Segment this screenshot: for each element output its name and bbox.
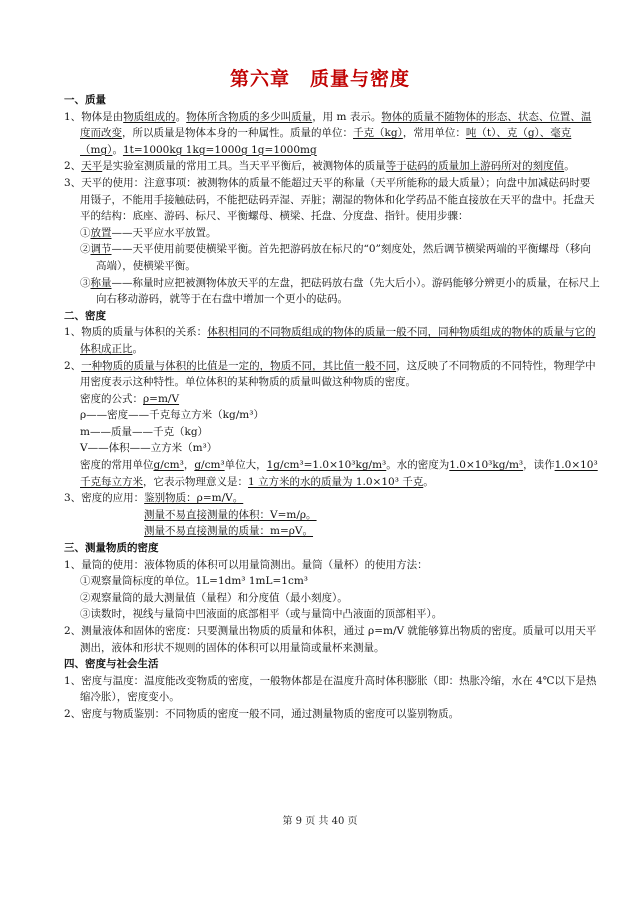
density-application: 3、密度的应用：鉴别物质：ρ=m/V。	[64, 492, 244, 505]
society-paragraph-1: 1、密度与温度：温度能改变物质的密度，一般物体都是在温度升高时体积膨胀（即：热胀冷缩，水在 4℃以下是热缩冷胀），密度变小。	[64, 674, 597, 704]
cylinder-step-3: ③读数时，视线与量筒中凹液面的底部相平（或与量筒中凸液面的顶部相平）。	[80, 608, 443, 621]
cylinder-step-1: ①观察量筒标度的单位。1L=1dm³ 1mL=1cm³	[80, 575, 308, 588]
balance-step-weigh: ③称量——称量时应把被测物体放天平的左盘，把砝码放右盘（先大后小）。游码能够分辨更小的质量，在标尺上向右移动游码，就等于在右盘中增加一个更小的砝码。	[80, 276, 600, 306]
section-heading-density: 二、密度	[64, 309, 106, 322]
density-paragraph-1: 1、物质的质量与体积的关系：体积相同的不同物质组成的物体的质量一般不同，同种物质组成的物体的质量与它的体积成正比。	[64, 326, 596, 355]
application-mass: 测量不易直接测量的质量：m=ρV。	[144, 525, 314, 538]
page-number-footer: 第 9 页 共 40 页	[282, 816, 358, 827]
measure-paragraph-2: 2、测量液体和固体的密度：只要测量出物质的质量和体积，通过 ρ=m/V 就能够算出物质的密度。质量可以用天平测出，液体和形状不规则的固体的体积可以用量筒或量杯来测量。	[64, 625, 597, 654]
page-content	[64, 92, 600, 723]
formula-symbol-v: V——体积——立方米（m³）	[80, 442, 218, 455]
formula-symbol-rho: ρ——密度——千克每立方米（kg/m³）	[80, 409, 264, 422]
density-formula: 密度的公式：ρ=m/V	[80, 392, 180, 405]
density-units-paragraph: 密度的常用单位g/cm³，g/cm³单位大，1g/cm³=1.0×10³kg/m³。水的密度为1.0×10³kg/m³，读作1.0×10³千克每立方米，它表示物理意义是：1 立方米的水的质量为 1.0×10³ 千克。	[80, 459, 598, 488]
formula-symbol-m: m——质量——千克（kg）	[80, 425, 209, 438]
section-heading-mass: 一、质量	[64, 94, 106, 106]
mass-paragraph-3: 3、天平的使用：注意事项：被测物体的质量不能超过天平的称量（天平所能称的最大质量）；向盘中加减砝码时要用镊子，不能用手接触砝码，不能把砝码弄湿、弄脏；潮湿的物体和化学药品不能直接放在天平的盘中。托盘天平的结构：底座、游码、标尺、平衡螺母、横梁、托盘、分度盘、指针。使用步骤：	[64, 176, 595, 223]
section-heading-measure: 三、测量物质的密度	[64, 542, 159, 555]
application-volume: 测量不易直接测量的体积：V=m/ρ。	[144, 508, 317, 521]
mass-paragraph-2: 2、天平是实验室测质量的常用工具。当天平平衡后，被测物体的质量等于砝码的质量加上游码所对的刻度值。	[64, 160, 575, 173]
measure-paragraph-1: 1、量筒的使用：液体物质的体积可以用量筒测出。量筒（量杯）的使用方法：	[64, 558, 428, 571]
society-paragraph-2: 2、密度与物质鉴别：不同物质的密度一般不同，通过测量物质的密度可以鉴别物质。	[64, 707, 460, 720]
mass-paragraph-1: 1、物体是由物质组成的。物体所含物质的多少叫质量，用 m 表示。物体的质量不随物体的形态、状态、位置、温度而改变，所以质量是物体本身的一种属性。质量的单位：千克（kg），常用单位：吨（t）、克（g）、毫克（mg）。1t=1000kg 1kg=1000g 1g=1000mg	[64, 110, 592, 156]
cylinder-step-2: ②观察量筒的最大测量值（量程）和分度值（最小刻度）。	[80, 591, 348, 604]
chapter-title: 第六章 质量与密度	[229, 68, 410, 90]
density-paragraph-2: 2、一种物质的质量与体积的比值是一定的，物质不同，其比值一般不同，这反映了不同物质的不同特性，物理学中用密度表示这种特性。单位体积的某种物质的质量叫做这种物质的密度。	[64, 359, 596, 389]
balance-step-place: ①放置——天平应水平放置。	[80, 226, 217, 239]
balance-step-adjust: ②调节——天平使用前要使横梁平衡。首先把游码放在标尺的“0”刻度处，然后调节横梁两端的平衡螺母（移向高端），使横梁平衡。	[80, 243, 591, 272]
section-heading-society: 四、密度与社会生活	[64, 658, 159, 671]
